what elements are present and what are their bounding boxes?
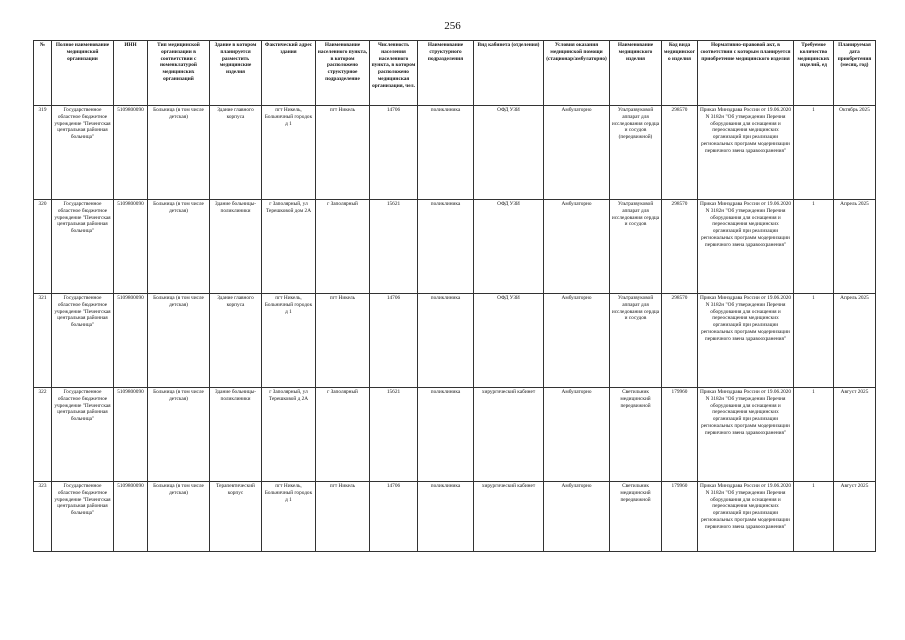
row-number: 322 (34, 388, 52, 482)
row-number: 323 (34, 482, 52, 552)
purchase-date: Апрель 2025 (834, 294, 876, 388)
header-cell: № (34, 41, 52, 106)
legal-act: Приказ Минздрава России от 19.06.2020 N 3182н "Об утверждении Перечня оборудования для оснащения и переоснащения медицинских организаций при реализации региональных программ модернизации первичного звена здравоохранения" (698, 482, 794, 552)
device-code: 298570 (662, 294, 698, 388)
care-conditions: Амбулаторно (544, 294, 610, 388)
device-name: Ультразвуковой аппарат для исследования сердца и сосудов (610, 200, 662, 294)
cabinet-type: ОФД УЗИ (474, 200, 544, 294)
header-cell: Планируемая дата приобретения (месяц, год) (834, 41, 876, 106)
building: Здание главного корпуса (210, 106, 262, 200)
organization-name: Государственное областное бюджетное учреждение "Печенгская центральная районная больница" (52, 388, 114, 482)
population: 14706 (370, 294, 418, 388)
care-conditions: Амбулаторно (544, 106, 610, 200)
device-name: Ультразвуковой аппарат для исследования сердца и сосудов (передвижной) (610, 106, 662, 200)
header-cell: Здание в котором планируется разместить медицинские изделия (210, 41, 262, 106)
header-cell: Код вида медицинского изделия (662, 41, 698, 106)
structural-unit: поликлиника (418, 200, 474, 294)
building: Здание больницы-поликлиники (210, 388, 262, 482)
organization-type: Больница (в том числе детская) (148, 294, 210, 388)
organization-name: Государственное областное бюджетное учреждение "Печенгская центральная районная больница" (52, 200, 114, 294)
cabinet-type: хирургический кабинет (474, 388, 544, 482)
header-cell: Численность населения населенного пункта, в котором расположено медицинская организация, чел. (370, 41, 418, 106)
settlement: г Заполярный (316, 388, 370, 482)
device-code: 298570 (662, 106, 698, 200)
row-number: 319 (34, 106, 52, 200)
header-cell: Условия оказания медицинской помощи (стационар/амбулаторно) (544, 41, 610, 106)
inn: 5109800090 (114, 200, 148, 294)
address: г Заполярный, ул Терешковой д 2А (262, 388, 316, 482)
organization-type: Больница (в том числе детская) (148, 106, 210, 200)
care-conditions: Амбулаторно (544, 388, 610, 482)
row-number: 321 (34, 294, 52, 388)
cabinet-type: ОФД УЗИ (474, 106, 544, 200)
quantity: 1 (794, 482, 834, 552)
table-header-row (34, 41, 876, 106)
device-name: Светильник медицинский передвижной (610, 482, 662, 552)
address: пгт Никель, Больничный городок д 1 (262, 482, 316, 552)
table-row (34, 388, 876, 482)
settlement: пгт Никель (316, 294, 370, 388)
care-conditions: Амбулаторно (544, 482, 610, 552)
structural-unit: поликлиника (418, 106, 474, 200)
device-code: 298570 (662, 200, 698, 294)
inn: 5109800090 (114, 106, 148, 200)
organization-name: Государственное областное бюджетное учреждение "Печенгская центральная районная больница" (52, 106, 114, 200)
care-conditions: Амбулаторно (544, 200, 610, 294)
structural-unit: поликлиника (418, 294, 474, 388)
structural-unit: поликлиника (418, 482, 474, 552)
settlement: г Заполярный (316, 200, 370, 294)
device-code: 179960 (662, 388, 698, 482)
equipment-register-table (33, 40, 876, 552)
page-number: 256 (444, 20, 461, 32)
inn: 5109800090 (114, 294, 148, 388)
organization-type: Больница (в том числе детская) (148, 482, 210, 552)
population: 15621 (370, 388, 418, 482)
settlement: пгт Никель (316, 106, 370, 200)
header-cell: ИНН (114, 41, 148, 106)
inn: 5109800090 (114, 482, 148, 552)
legal-act: Приказ Минздрава России от 19.06.2020 N 3182н "Об утверждении Перечня оборудования для оснащения и переоснащения медицинских организаций при реализации региональных программ модернизации первичного звена здравоохранения" (698, 200, 794, 294)
header-cell: Наименование населенного пункта, в котором расположено структурное подразделение (316, 41, 370, 106)
legal-act: Приказ Минздрава России от 19.06.2020 N 3182н "Об утверждении Перечня оборудования для оснащения и переоснащения медицинских организаций при реализации региональных программ модернизации первичного звена здравоохранения" (698, 388, 794, 482)
header-cell: Полное наименование медицинской организации (52, 41, 114, 106)
header-cell: Наименование структурного подразделения (418, 41, 474, 106)
header-cell: Наименование медицинского изделия (610, 41, 662, 106)
cabinet-type: ОФД УЗИ (474, 294, 544, 388)
quantity: 1 (794, 294, 834, 388)
row-number: 320 (34, 200, 52, 294)
structural-unit: поликлиника (418, 388, 474, 482)
purchase-date: Октябрь 2025 (834, 106, 876, 200)
device-name: Ультразвуковой аппарат для исследования сердца и сосудов (610, 294, 662, 388)
header-cell: Вид кабинета (отделения) (474, 41, 544, 106)
header-cell: Тип медицинской организации в соответствии с номенклатурой медицинских организаций (148, 41, 210, 106)
quantity: 1 (794, 106, 834, 200)
inn: 5109800090 (114, 388, 148, 482)
table-row (34, 106, 876, 200)
address: пгт Никель, Больничный городок д 1 (262, 294, 316, 388)
settlement: пгт Никель (316, 482, 370, 552)
table-row (34, 482, 876, 552)
table-row (34, 200, 876, 294)
organization-type: Больница (в том числе детская) (148, 388, 210, 482)
organization-name: Государственное областное бюджетное учреждение "Печенгская центральная районная больница" (52, 294, 114, 388)
organization-type: Больница (в том числе детская) (148, 200, 210, 294)
legal-act: Приказ Минздрава России от 19.06.2020 N 3182н "Об утверждении Перечня оборудования для оснащения и переоснащения медицинских организаций при реализации региональных программ модернизации первичного звена здравоохранения" (698, 106, 794, 200)
header-cell: Требуемое количество медицинских изделий, ед (794, 41, 834, 106)
building: Здание больницы-поликлиники (210, 200, 262, 294)
population: 14706 (370, 482, 418, 552)
header-cell: Нормативно-правовой акт, в соответствии с которым планируется приобретение медицинского изделия (698, 41, 794, 106)
quantity: 1 (794, 388, 834, 482)
table-row (34, 294, 876, 388)
building: Терапевтический корпус (210, 482, 262, 552)
organization-name: Государственное областное бюджетное учреждение "Печенгская центральная районная больница" (52, 482, 114, 552)
header-cell: Фактический адрес здания (262, 41, 316, 106)
purchase-date: Август 2025 (834, 482, 876, 552)
population: 14706 (370, 106, 418, 200)
device-code: 179960 (662, 482, 698, 552)
population: 15621 (370, 200, 418, 294)
device-name: Светильник медицинский передвижной (610, 388, 662, 482)
purchase-date: Август 2025 (834, 388, 876, 482)
building: Здание главного корпуса (210, 294, 262, 388)
purchase-date: Апрель 2025 (834, 200, 876, 294)
quantity: 1 (794, 200, 834, 294)
legal-act: Приказ Минздрава России от 19.06.2020 N 3182н "Об утверждении Перечня оборудования для оснащения и переоснащения медицинских организаций при реализации региональных программ модернизации первичного звена здравоохранения" (698, 294, 794, 388)
address: г Заполярный, ул Терешковой дом 2А (262, 200, 316, 294)
address: пгт Никель, Больничный городок д 1 (262, 106, 316, 200)
cabinet-type: хирургический кабинет (474, 482, 544, 552)
